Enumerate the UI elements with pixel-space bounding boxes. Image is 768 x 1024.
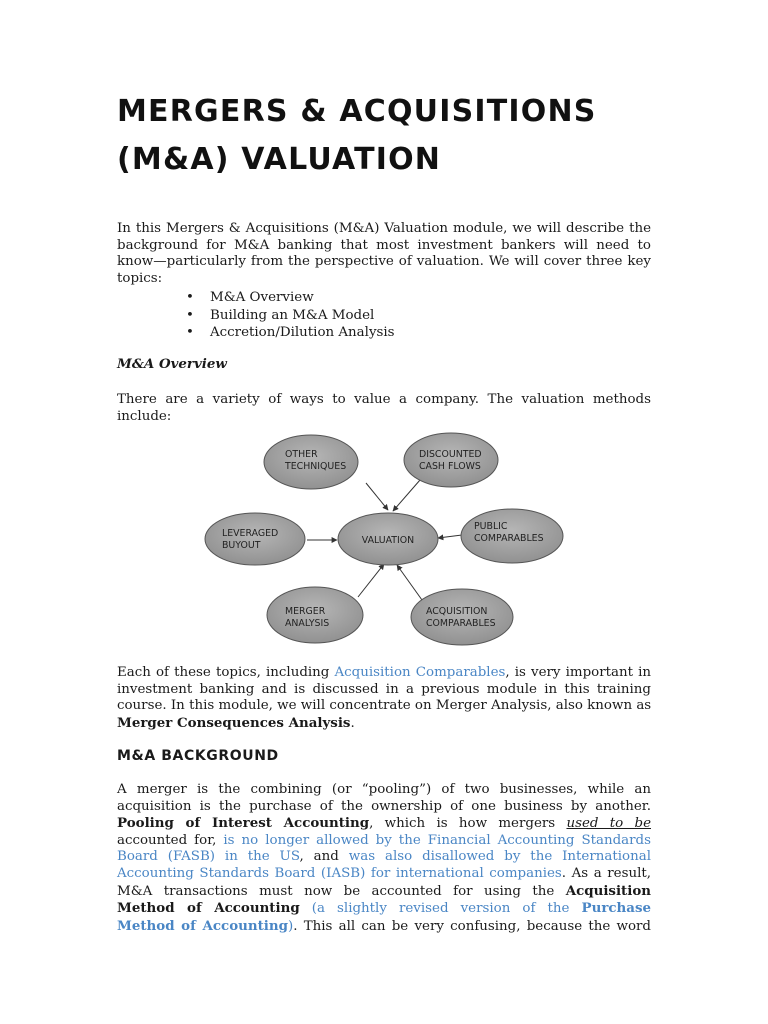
node-label: CASH FLOWS — [419, 461, 481, 472]
node-label: PUBLIC — [474, 521, 508, 532]
text-run: , which is how mergers — [369, 816, 567, 832]
acquisition-term-cont: Method of Accounting — [117, 900, 300, 917]
page-title — [117, 88, 677, 184]
node-label: ACQUISITION — [426, 606, 488, 617]
topics-paragraph — [117, 665, 651, 732]
background-line: A merger is the combining (or “pooling”) of two businesses, while an — [117, 782, 651, 797]
topics-line: investment banking and is discussed in a previous module in this training — [117, 681, 651, 697]
merger-consequences-term: Merger Consequences Analysis — [117, 714, 351, 731]
node-valuation — [338, 513, 438, 565]
intro-line: know—particularly from the perspective of valuation. We will cover three key — [117, 254, 651, 270]
connector-public — [438, 535, 462, 538]
background-line — [117, 883, 651, 901]
connector-dcf — [393, 480, 420, 511]
intro-line: background for M&A banking that most investment bankers will need to — [117, 237, 651, 253]
topics-line: course. In this module, we will concentrate on Merger Analysis, also known as — [117, 698, 652, 714]
connector-other — [366, 483, 388, 510]
connector-acq — [397, 565, 422, 600]
text-run: . — [350, 715, 355, 731]
node-label: COMPARABLES — [426, 618, 496, 629]
background-heading: M&A BACKGROUND — [117, 748, 279, 764]
text-run: . This all can be very confusing, because the word — [293, 918, 651, 934]
topic-item: • Building an M&A Model — [186, 307, 395, 325]
node-acquisition-comparables — [411, 589, 513, 645]
acquisition-comparables-link[interactable]: Acquisition Comparables — [334, 665, 506, 680]
node-label: DISCOUNTED — [419, 449, 482, 460]
intro-line: In this Mergers & Acquisitions (M&A) Valuation module, we will describe the — [117, 221, 651, 236]
node-label: OTHER — [285, 449, 318, 460]
acquisition-term: Acquisition — [565, 882, 651, 899]
purchase-term[interactable]: Purchase — [581, 900, 651, 917]
iasb-link-cont[interactable]: Accounting Standards Board (IASB) for international companies — [117, 865, 562, 881]
topics-list — [186, 289, 395, 342]
node-label: VALUATION — [361, 535, 415, 546]
background-line — [117, 900, 651, 918]
text-run: Each of these topics, including — [117, 665, 335, 680]
fasb-link-cont[interactable]: Board (FASB) in the US — [117, 849, 300, 865]
overview-heading: M&A Overview — [117, 356, 227, 372]
intro-paragraph — [117, 221, 651, 287]
node-merger-analysis — [267, 587, 363, 643]
fasb-link[interactable]: is no longer allowed by the Financial Accounting Standards — [223, 832, 652, 848]
node-other-techniques — [264, 435, 358, 489]
purchase-link-close[interactable]: ) — [287, 918, 294, 934]
valuation-methods-diagram — [198, 432, 570, 648]
text-run: , and — [299, 849, 349, 865]
topic-item: • M&A Overview — [186, 289, 395, 307]
used-to-be-emphasis: used to be — [566, 816, 651, 832]
node-label: ANALYSIS — [285, 618, 330, 629]
background-line — [117, 918, 651, 936]
purchase-method-link[interactable]: (a slightly revised version of the — [299, 901, 582, 917]
node-label: MERGER — [285, 606, 326, 617]
iasb-link[interactable]: was also disallowed by the International — [348, 849, 651, 865]
topics-line — [117, 665, 651, 682]
node-label: COMPARABLES — [474, 533, 544, 544]
background-line — [117, 815, 651, 833]
text-run: . As a result, — [561, 865, 651, 881]
overview-line: There are a variety of ways to value a company. The valuation methods — [117, 392, 651, 407]
purchase-term-cont[interactable]: Method of Accounting — [117, 917, 288, 934]
overview-paragraph — [117, 392, 651, 425]
topic-item: • Accretion/Dilution Analysis — [186, 324, 395, 342]
connector-merger — [358, 564, 384, 597]
pooling-term: Pooling of Interest Accounting — [117, 815, 370, 832]
node-label: BUYOUT — [222, 540, 261, 551]
node-public-comparables — [461, 509, 563, 563]
overview-line: include: — [117, 408, 172, 424]
node-discounted-cash-flows — [404, 433, 498, 487]
node-label: LEVERAGED — [222, 528, 279, 539]
node-label: TECHNIQUES — [285, 461, 347, 472]
background-line — [117, 849, 651, 866]
background-line — [117, 866, 651, 883]
intro-line: topics: — [117, 270, 163, 286]
text-run: accounted for, — [117, 832, 224, 848]
text-run: , is very important in — [505, 665, 651, 680]
node-leveraged-buyout — [205, 513, 305, 565]
title-line-1: MERGERS & ACQUISITIONS — [117, 94, 597, 129]
topics-line — [117, 715, 651, 733]
background-line: acquisition is the purchase of the ownership of one business by another. — [117, 798, 651, 814]
text-run: M&A transactions must now be accounted for using the — [117, 883, 566, 899]
background-line — [117, 833, 651, 850]
background-paragraph — [117, 782, 651, 935]
title-line-2: (M&A) VALUATION — [117, 142, 442, 177]
